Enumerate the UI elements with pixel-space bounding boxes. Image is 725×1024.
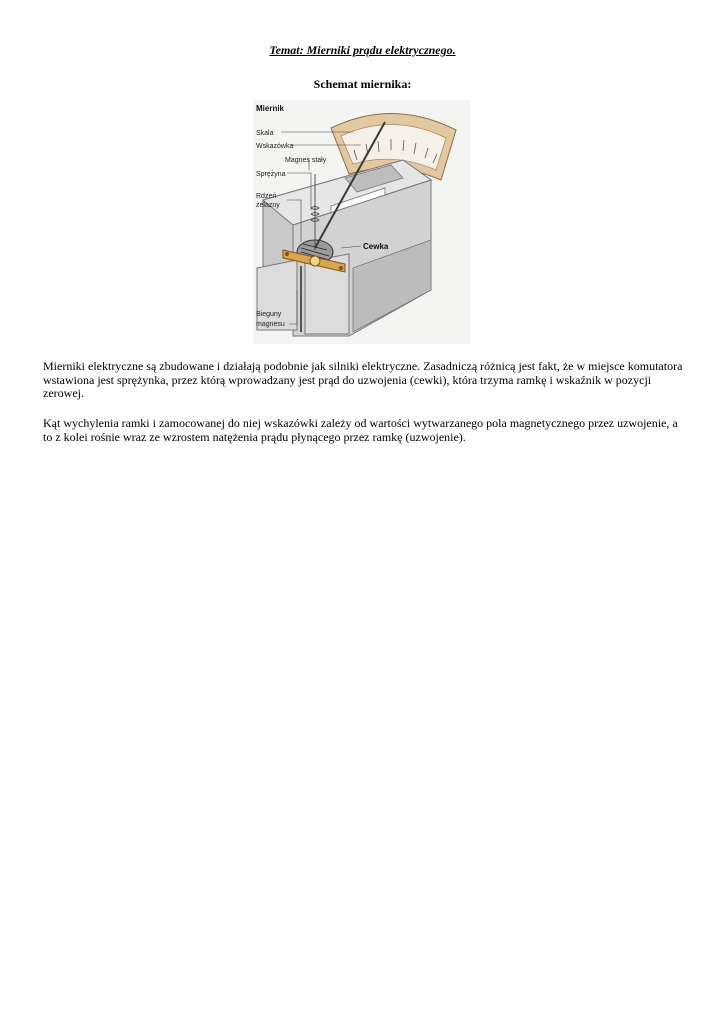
- figure-label-miernik: Miernik: [256, 104, 285, 113]
- bar-end-right: [339, 266, 343, 270]
- paragraph-2: Kąt wychylenia ramki i zamocowanej do niej wskazówki zależy od wartości wytwarzanego pola magnetycznego przez uzwojenie, a to z kolei rośnie wraz ze wzrostem natężenia prądu płynącego przez ramkę (uzwojenie).: [43, 416, 678, 444]
- meter-diagram-svg: [253, 100, 470, 344]
- figure-label-skala: Skala: [256, 130, 274, 137]
- figure-label-magnes: Magnes stały: [285, 157, 327, 164]
- meter-diagram: [253, 100, 470, 344]
- paragraph-1: Mierniki elektryczne są zbudowane i działają podobnie jak silniki elektryczne. Zasadniczą różnicą jest fakt, że w miejsce komutatora wstawiona jest sprężynka, przez którą wprowadzany jest prąd do uzwojenia (cewki), która trzyma ramkę i wskaźnik w pozycji zerowej.: [43, 359, 683, 400]
- page-title: Temat: Mierniki prądu elektrycznego.: [269, 43, 456, 57]
- figure-label-rdzen-1: Rdzeń: [256, 193, 277, 200]
- figure-heading: Schemat miernika:: [313, 77, 412, 91]
- figure-label-bieguny-2: magnesu: [256, 321, 285, 328]
- pivot: [310, 256, 320, 266]
- pole-left: [257, 260, 297, 330]
- figure-label-wskazowka: Wskazówka: [256, 143, 294, 150]
- figure-label-cewka: Cewka: [363, 242, 389, 251]
- figure-label-rdzen-2: żelazny: [256, 202, 280, 209]
- bar-end-left: [285, 252, 289, 256]
- figure-label-sprezyna: Sprężyna: [256, 171, 286, 178]
- figure-label-bieguny-1: Bieguny: [256, 311, 282, 318]
